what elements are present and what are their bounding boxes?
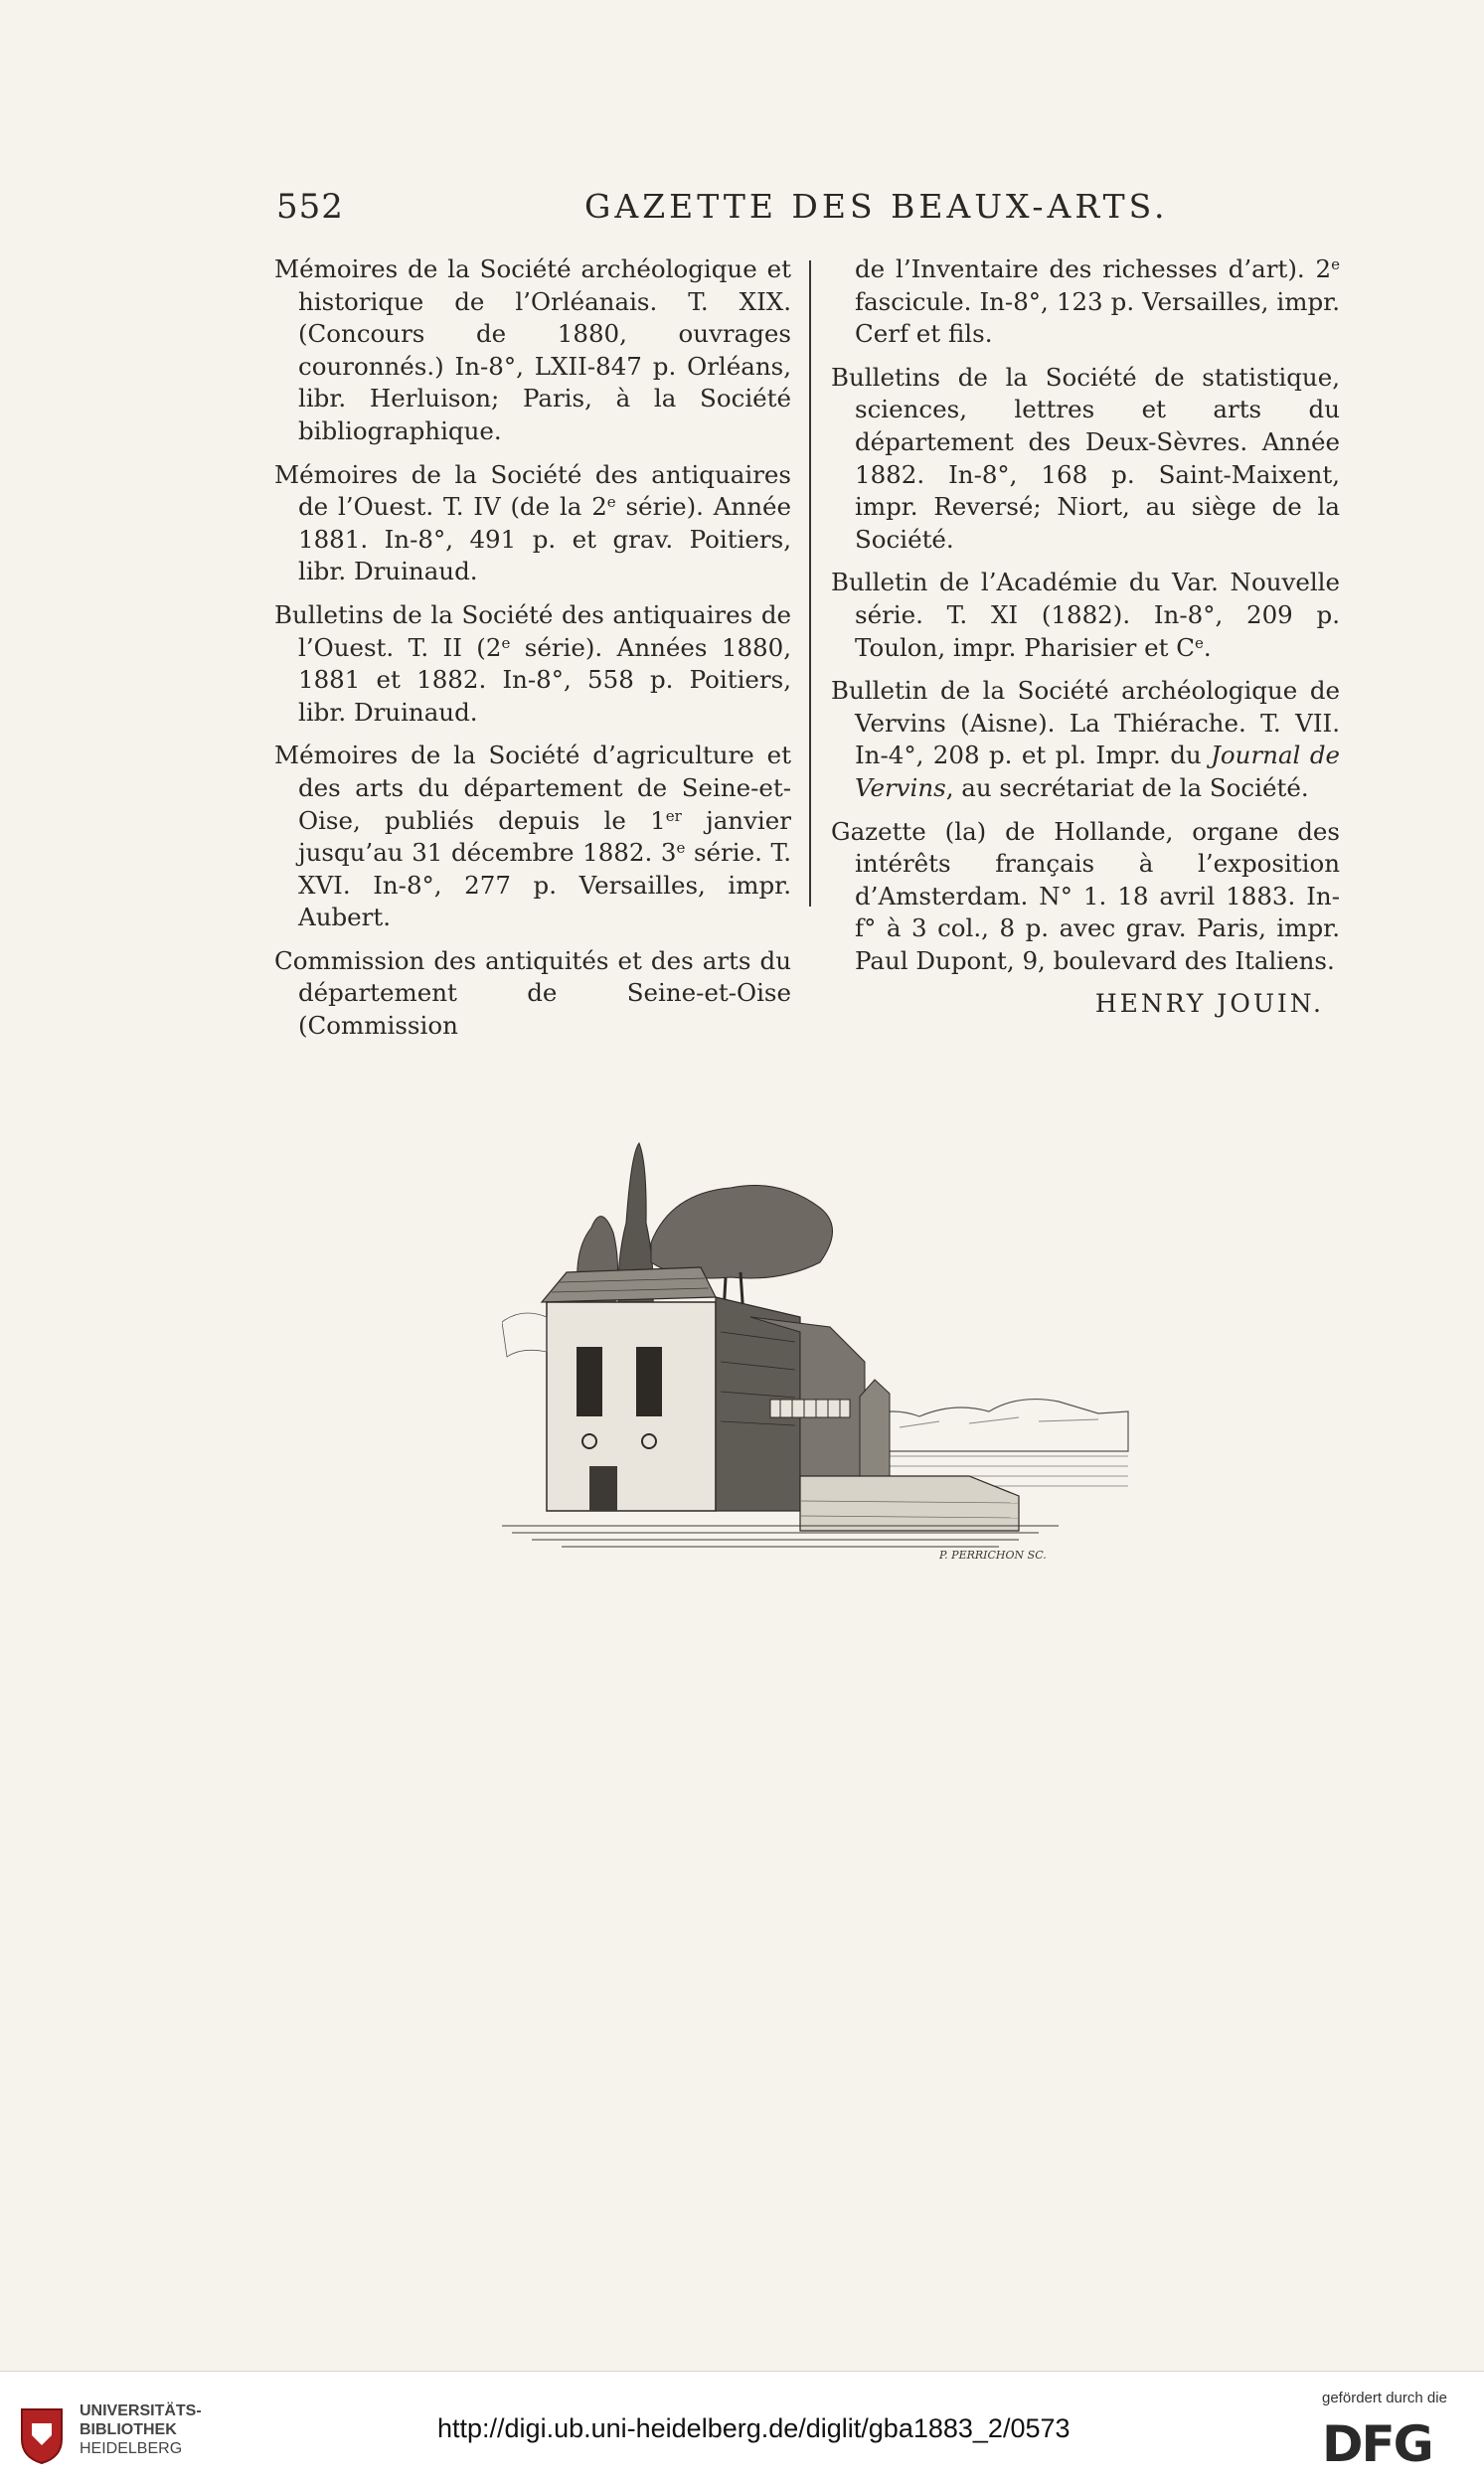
left-column (274, 253, 791, 1054)
bibliography-entry: Commission des antiquités et des arts du département de Seine-et-Oise (Commission (274, 945, 791, 1041)
engraver-credit: P. PERRICHON SC. (939, 1549, 1047, 1562)
bibliography-entry: Bulletins de la Société de statistique, sciences, lettres et arts du département des Deux-Sèvres. Année 1882. In-8°, 168 p. Saint-Maixent, impr. Reversé; Niort, au siège de la Société. (831, 362, 1340, 554)
bibliography-entry: Mémoires de la Société archéologique et historique de l’Orléanais. T. XIX. (Concours de 1880, ouvrages couronnés.) In-8°, LXII-847 p. Orléans, libr. Herluison; Paris, à la Société bibliographique. (274, 254, 791, 445)
author-signature: HENRY JOUIN. (1094, 989, 1324, 1019)
university-seal-icon (18, 2405, 66, 2465)
funding-label: gefördert durch die (1322, 2390, 1447, 2406)
bibliography-entry: Bulletin de la Société archéologique de Vervins (Aisne). La Thiérache. T. VII. In-4°, 208 p. et pl. Impr. du Journal de Vervins, au secrétariat de la Société. (831, 676, 1341, 802)
bibliography-entry: Bulletins de la Société des antiquaires de l’Ouest. T. II (2e série). Années 1880, 1881 et 1882. In-8°, 558 p. Poitiers, libr. Druinaud. (274, 599, 791, 727)
library-name: UNIVERSITÄTS- BIBLIOTHEK HEIDELBERG (80, 2402, 202, 2457)
permalink-url[interactable]: http://digi.ub.uni-heidelberg.de/diglit/gba1883_2/0573 (437, 2413, 1071, 2443)
bibliography-entry: Mémoires de la Société d’agriculture et des arts du département de Seine-et-Oise, publiés depuis le 1er janvier jusqu’au 31 décembre 1882. 3e série. T. XVI. In-8°, 277 p. Versailles, impr. Aubert. (274, 741, 791, 932)
svg-text:DFG: DFG (1322, 2415, 1432, 2469)
right-column (831, 253, 1340, 1021)
engraving-villa-illustration (502, 1133, 1148, 1620)
bibliography-entry: Gazette (la) de Hollande, organe des intérêts français à l’exposition d’Amsterdam. N° 1. 18 avril 1883. In-f° à 3 col., 8 p. avec grav. Paris, impr. Paul Dupont, 9, boulevard des Italiens. (831, 816, 1340, 975)
page-header (276, 187, 1340, 235)
bibliography-entry-continued: de l’Inventaire des richesses d’art). 2e fascicule. In-8°, 123 p. Versailles, impr. Cerf et fils. (855, 254, 1340, 349)
column-divider (809, 260, 811, 907)
running-title: GAZETTE DES BEAUX-ARTS. (584, 187, 1169, 226)
bibliography-entry: Bulletin de l’Académie du Var. Nouvelle série. T. XI (1882). In-8°, 209 p. Toulon, impr. Pharisier et Ce. (831, 568, 1340, 662)
digitization-footer (0, 2371, 1484, 2482)
page-number: 552 (276, 187, 344, 227)
bibliography-entry: Mémoires de la Société des antiquaires de l’Ouest. T. IV (de la 2e série). Année 1881. In-8°, 491 p. et grav. Poitiers, libr. Druinaud. (274, 459, 791, 586)
dfg-logo-icon (1322, 2413, 1461, 2469)
